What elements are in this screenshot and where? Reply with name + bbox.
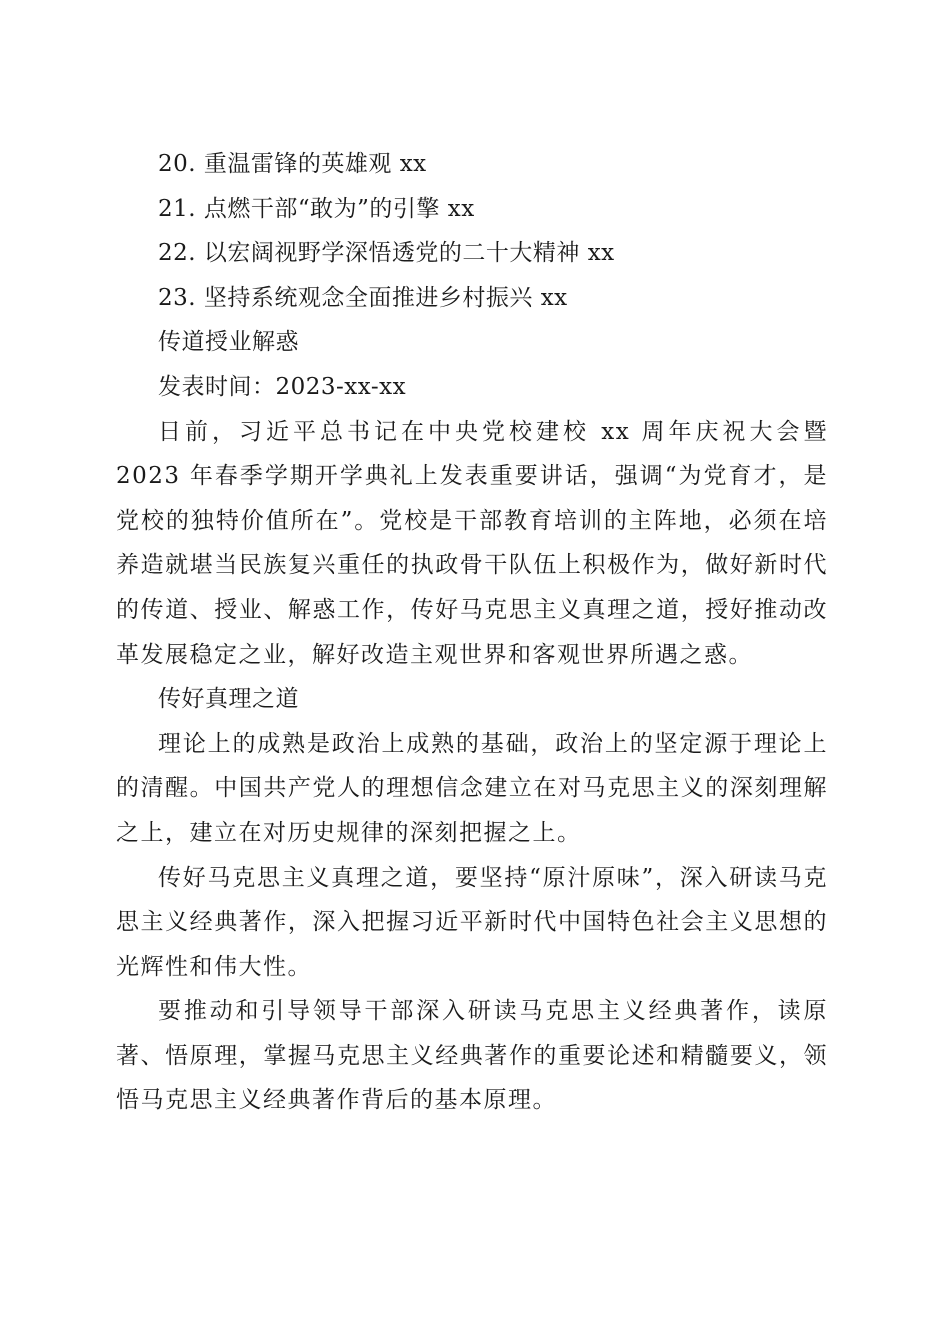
section-heading: 传好真理之道 [158,686,299,713]
publish-time: 发表时间：2023-xx-xx [158,373,407,400]
toc-list [116,142,828,320]
article-title: 传道授业解惑 [158,329,299,356]
toc-item-23: 23. 坚持系统观念全面推进乡村振兴 xx [158,284,568,311]
toc-item-21: 21. 点燃干部“敢为”的引擎 xx [158,195,475,222]
toc-item-20: 20. 重温雷锋的英雄观 xx [158,151,427,177]
toc-item-22: 22. 以宏阔视野学深悟透党的二十大精神 xx [158,240,615,267]
intro-paragraph: 日前，习近平总书记在中央党校建校 xx 周年庆祝大会暨 2023 年春季学期开学典礼上发表重要讲话，强调“为党育才，是党校的独特价值所在”。党校是干部教育培训的主阵地，必须在培养造就堪当民族复兴重任的执政骨干队伍上积极作为，做好新时代的传道、授业、解惑工作，传好马克思主义真理之道，授好推动改革发展稳定之业，解好改造主观世界和客观世界所遇之惑。 [116,418,828,668]
body-paragraph-1: 理论上的成熟是政治上成熟的基础，政治上的坚定源于理论上的清醒。中国共产党人的理想信念建立在对马克思主义的深刻理解之上，建立在对历史规律的深刻把握之上。 [116,730,828,846]
document-body [116,142,828,1123]
body-paragraph-2: 传好马克思主义真理之道，要坚持“原汁原味”，深入研读马克思主义经典著作，深入把握习近平新时代中国特色社会主义思想的光辉性和伟大性。 [116,864,828,980]
body-paragraph-3: 要推动和引导领导干部深入研读马克思主义经典著作，读原著、悟原理，掌握马克思主义经典著作的重要论述和精髓要义，领悟马克思主义经典著作背后的基本原理。 [116,998,828,1114]
